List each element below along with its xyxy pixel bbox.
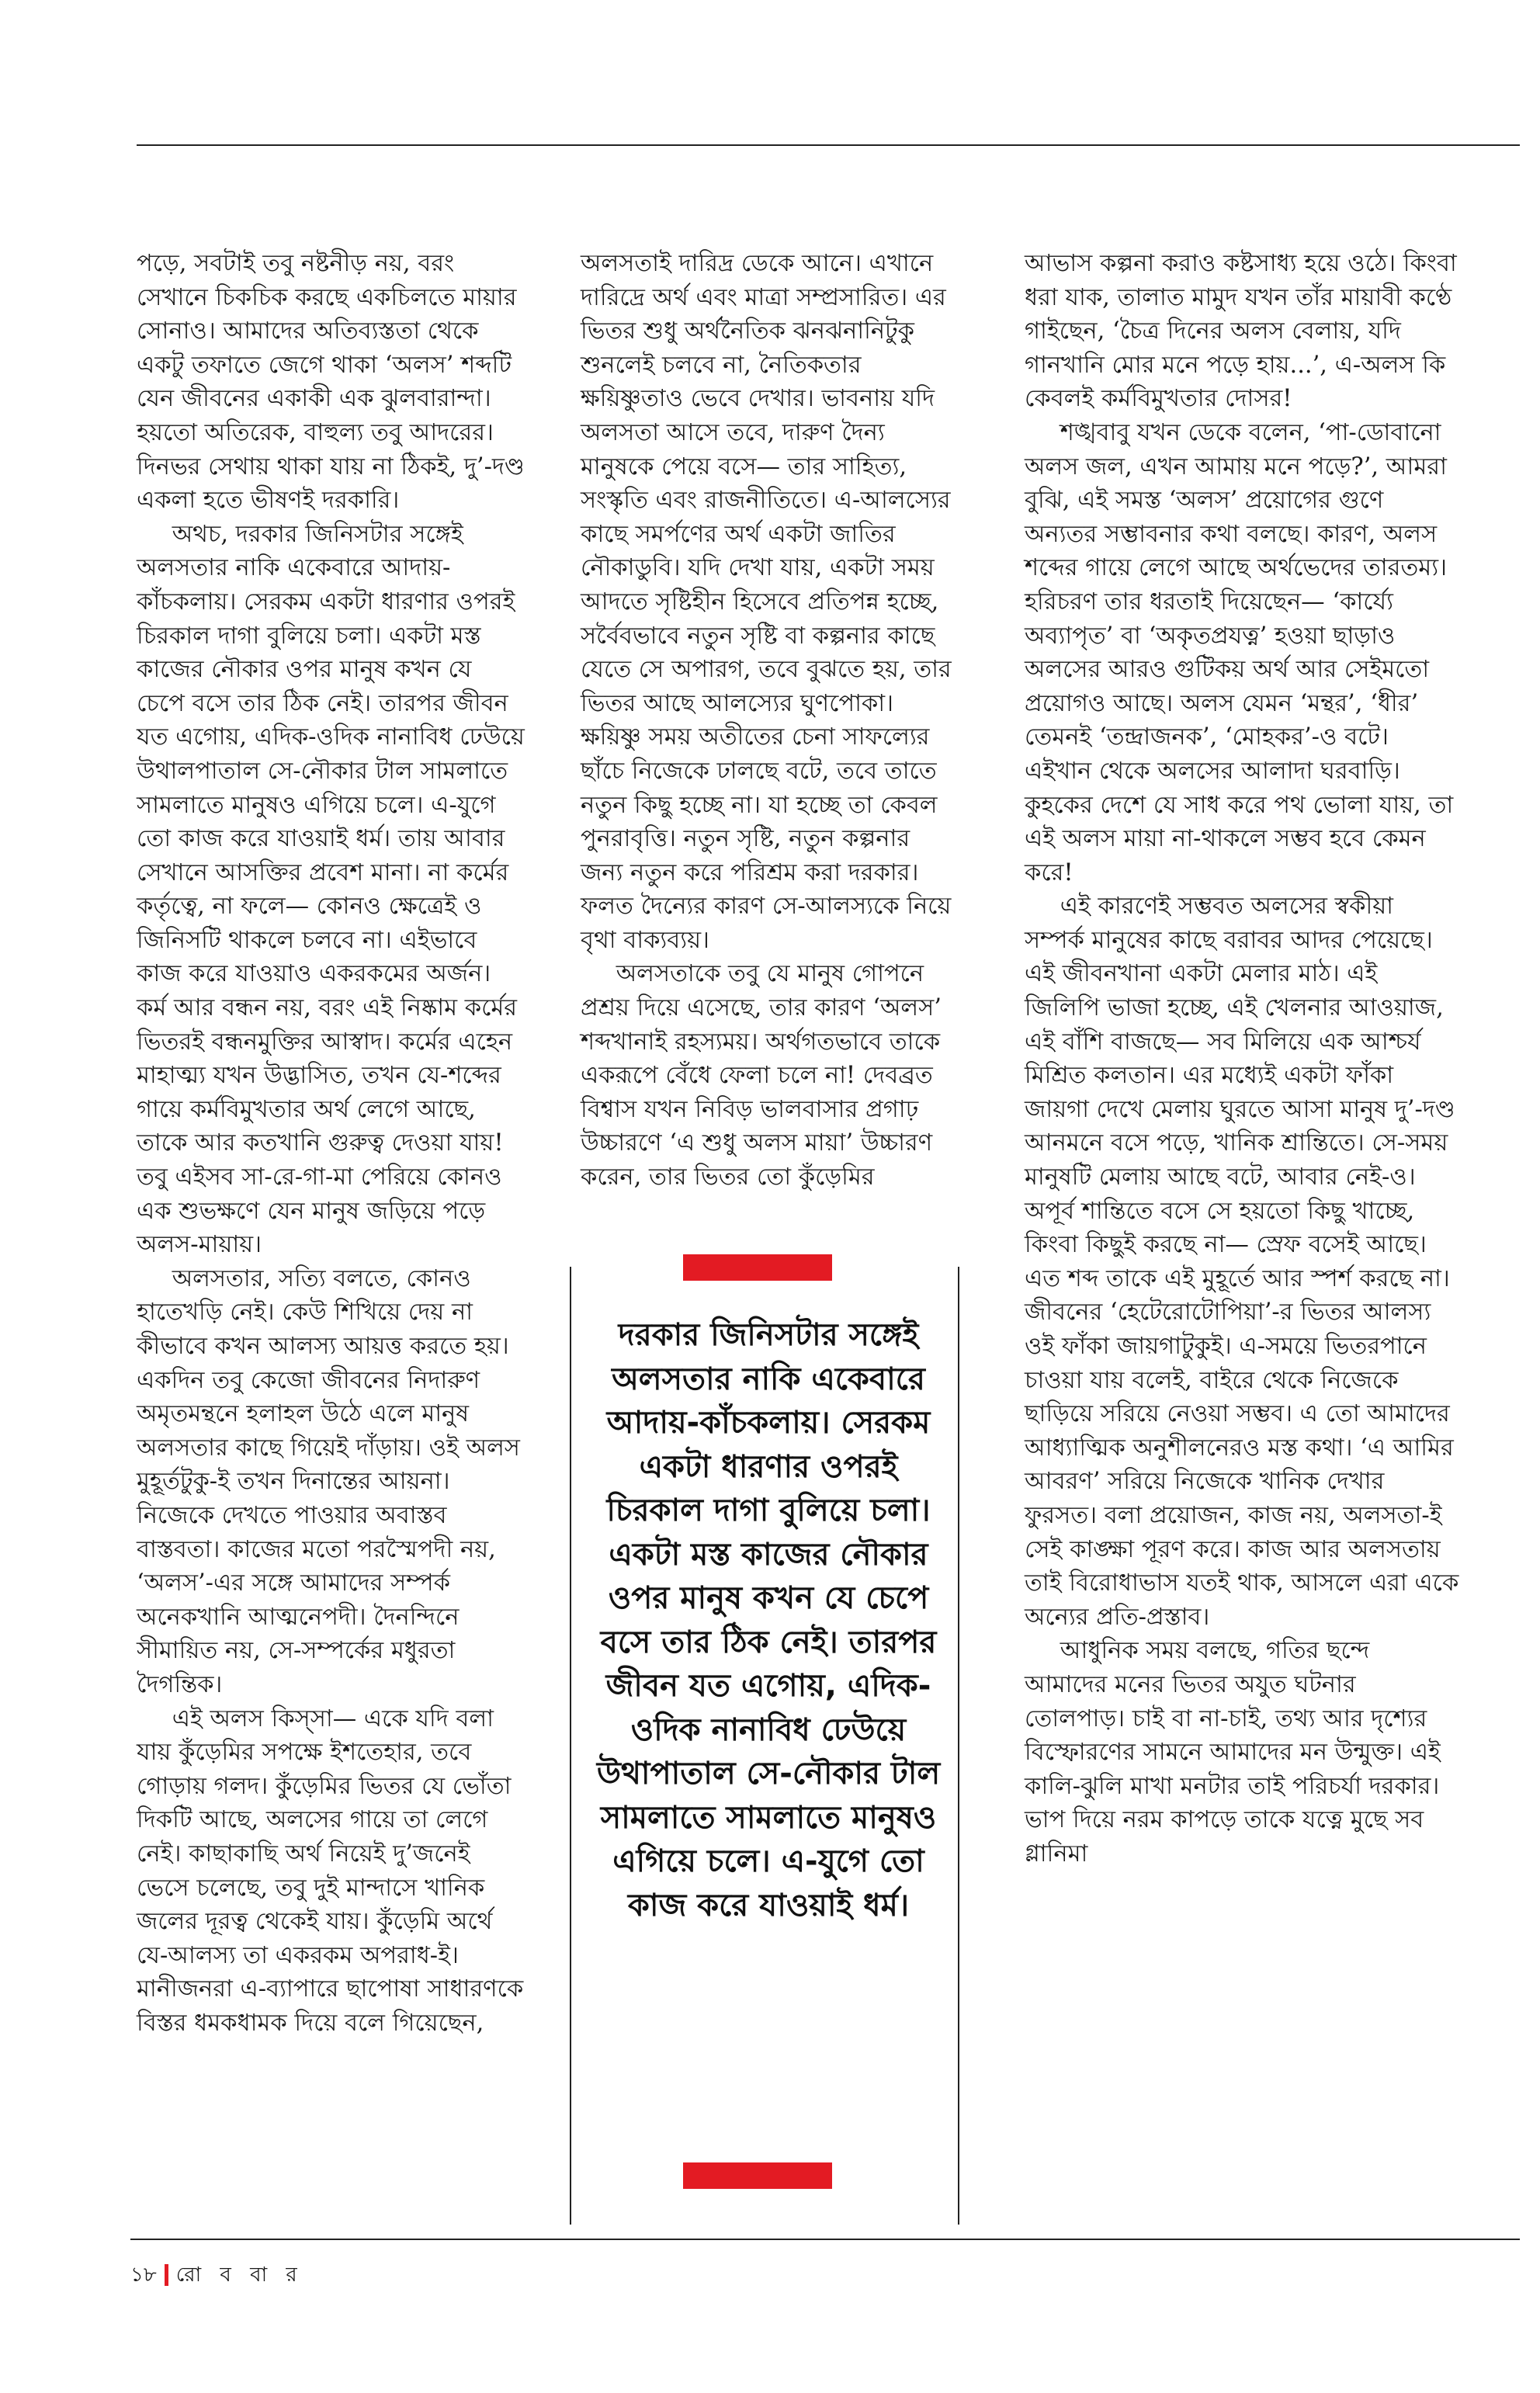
paragraph: অলসতাকে তবু যে মানুষ গোপনে প্রশ্রয় দিয়ে এসেছে, তার কারণ ‘অলস’ শব্দখানাই রহস্যময়। অর্থগতভাবে তাকে একরূপে বেঁধে ফেলা চলে না! দেবব্রত বিশ্বাস যখন নিবিড় ভালবাসার প্রগাঢ় উচ্চারণে ‘এ শুধু অলস মায়া’ উচ্চারণ করেন, তার ভিতর তো কুঁড়েমির — [581, 960, 942, 1191]
magazine-name: রো ব বা র — [175, 2263, 303, 2287]
paragraph: শঙ্খবাবু যখন ডেকে বলেন, ‘পা-ডোবানো অলস জল, এখন আমায় মনে পড়ে?’, আমরা বুঝি, এই সমস্ত ‘অলস’ প্রয়োগের গুণে অন্যতর সম্ভাবনার কথা বলছে। কারণ, অলস শব্দের গায়ে লেগে আছে অর্থভেদের তারতম্য। হরিচরণ তার ধরতাই দিয়েছেন— ‘কার্য্যে অব্যাপৃত’ বা ‘অকৃতপ্রযত্ন’ হওয়া ছাড়াও অলসের আরও গুটিকয় অর্থ আর সেইমতো প্রয়োগও আছে। অলস যেমন ‘মন্থর’, ‘ধীর’ তেমনই ‘তন্দ্রাজনক’, ‘মোহকর’-ও বটে। এইখান থেকে অলসের আলাদা ঘরবাড়ি। কুহকের দেশে যে সাধ করে পথ ভোলা যায়, তা এই অলস মায়া না-থাকলে সম্ভব হবে কেমন করে! — [1025, 418, 1454, 886]
folio-separator — [165, 2264, 168, 2286]
column-3 — [1025, 247, 1459, 1871]
pullquote-right-rule — [958, 1267, 959, 2225]
page-number: ১৮ — [130, 2263, 157, 2287]
paragraph: অলসতাই দারিদ্র ডেকে আনে। এখানে দারিদ্রে অর্থ এবং মাত্রা সম্প্রসারিত। এর ভিতর শুধু অর্থনৈতিক ঝনঝনানিটুকু শুনলেই চলবে না, নৈতিকতার ক্ষয়িষ্ণুতাও ভেবে দেখার। ভাবনায় যদি অলসতা আসে তবে, দারুণ দৈন্য মানুষকে পেয়ে বসে— তার সাহিত্য, সংস্কৃতি এবং রাজনীতিতে। এ-আলস্যের কাছে সমর্পণের অর্থ একটা জাতির নৌকাডুবি। যদি দেখা যায়, একটা সময় আদতে সৃষ্টিহীন হিসেবে প্রতিপন্ন হচ্ছে, সর্বৈবভাবে নতুন সৃষ্টি বা কল্পনার কাছে যেতে সে অপারগ, তবে বুঝতে হয়, তার ভিতর আছে আলস্যের ঘুণপোকা। ক্ষয়িষ্ণু সময় অতীতের চেনা সাফল্যের ছাঁচে নিজেকে ঢালছে বটে, তবে তাতে নতুন কিছু হচ্ছে না। যা হচ্ছে তা কেবল পুনরাবৃত্তি। নতুন সৃষ্টি, নতুন কল্পনার জন্য নতুন করে পরিশ্রম করা দরকার। ফলত দৈন্যের কারণ সে-আলস্যকে নিয়ে বৃথা বাক্যব্যয়। — [581, 250, 952, 954]
pullquote-top-bar — [683, 1254, 832, 1281]
paragraph: অথচ, দরকার জিনিসটার সঙ্গেই অলসতার নাকি একেবারে আদায়-কাঁচকলায়। সেরকম একটা ধারণার ওপরই চিরকাল দাগা বুলিয়ে চলা। একটা মস্ত কাজের নৌকার ওপর মানুষ কখন যে চেপে বসে তার ঠিক নেই। তারপর জীবন যত এগোয়, এদিক-ওদিক নানাবিধ ঢেউয়ে উথালপাতাল সে-নৌকার টাল সামলাতে সামলাতে মানুষও এগিয়ে চলে। এ-যুগে তো কাজ করে যাওয়াই ধর্ম। তায় আবার সেখানে আসক্তির প্রবেশ মানা। না কর্মের কর্তৃত্বে, না ফলে— কোনও ক্ষেত্রেই ও জিনিসটি থাকলে চলবে না। এইভাবে কাজ করে যাওয়াও একরকমের অর্জন। কর্ম আর বন্ধন নয়, বরং এই নিষ্কাম কর্মের ভিতরই বন্ধনমুক্তির আস্বাদ। কর্মের এহেন মাহাত্ম্য যখন উদ্ভাসিত, তখন যে-শব্দের গায়ে কর্মবিমুখতার অর্থ লেগে আছে, তাকে আর কতখানি গুরুত্ব দেওয়া যায়! তবু এইসব সা-রে-গা-মা পেরিয়ে কোনও এক শুভক্ষণে যেন মানুষ জড়িয়ে পড়ে অলস-মায়ায়। — [137, 520, 525, 1259]
paragraph: আধুনিক সময় বলছে, গতির ছন্দে আমাদের মনের ভিতর অযুত ঘটনার তোলপাড়। চাই বা না-চাই, তথ্য আর দৃশ্যের বিস্ফোরণের সামনে আমাদের মন উন্মুক্ত। এই কালি-ঝুলি মাখা মনটার তাই পরিচর্যা দরকার। ভাপ দিয়ে নরম কাপড়ে তাকে যত্নে মুছে সব গ্লানিমা — [1025, 1637, 1441, 1868]
paragraph: আভাস কল্পনা করাও কষ্টসাধ্য হয়ে ওঠে। কিংবা ধরা যাক, তালাত মামুদ যখন তাঁর মায়াবী কণ্ঠে গাইছেন, ‘চৈত্র দিনের অলস বেলায়, যদি গানখানি মোর মনে পড়ে হায়...’, এ-অলস কি কেবলই কর্মবিমুখতার দোসর! — [1025, 250, 1457, 413]
folio — [130, 2262, 303, 2288]
paragraph: এই কারণেই সম্ভবত অলসের স্বকীয়া সম্পর্ক মানুষের কাছে বরাবর আদর পেয়েছে। এই জীবনখানা একটা মেলার মাঠ। এই জিলিপি ভাজা হচ্ছে, এই খেলনার আওয়াজ, এই বাঁশি বাজছে— সব মিলিয়ে এক আশ্চর্য মিশ্রিত কলতান। এর মধ্যেই একটা ফাঁকা জায়গা দেখে মেলায় ঘুরতে আসা মানুষ দু’-দণ্ড আনমনে বসে পড়ে, খানিক শ্রান্তিতে। সে-সময় মানুষটি মেলায় আছে বটে, আবার নেই-ও। অপূর্ব শান্তিতে বসে সে হয়তো কিছু খাচ্ছে, কিংবা কিছুই করছে না— স্রেফ বসেই আছে। এত শব্দ তাকে এই মুহূর্তে আর স্পর্শ করছে না। জীবনের ‘হেটেরোটোপিয়া’-র ভিতর আলস্য ওই ফাঁকা জায়গাটুকুই। এ-সময়ে ভিতরপানে চাওয়া যায় বলেই, বাইরে থেকে নিজেকে ছাড়িয়ে সরিয়ে নেওয়া সম্ভব। এ তো আমাদের আধ্যাত্মিক অনুশীলনেরও মস্ত কথা। ‘এ আমির আবরণ’ সরিয়ে নিজেকে খানিক দেখার ফুরসত। বলা প্রয়োজন, কাজ নয়, অলসতা-ই সেই কাঙ্ক্ষা পূরণ করে। কাজ আর অলসতায় তাই বিরোধাভাস যতই থাক, আসলে এরা একে অন্যের প্রতি-প্রস্তাব। — [1025, 893, 1459, 1631]
paragraph: পড়ে, সবটাই তবু নষ্টনীড় নয়, বরং সেখানে চিকচিক করছে একচিলতে মায়ার সোনাও। আমাদের অতিব্যস্ততা থেকে একটু তফাতে জেগে থাকা ‘অলস’ শব্দটি যেন জীবনের একাকী এক ঝুলবারান্দা। হয়তো অতিরেক, বাহুল্য তবু আদরের। দিনভর সেথায় থাকা যায় না ঠিকই, দু’-দণ্ড একলা হতে ভীষণই দরকারি। — [137, 250, 525, 515]
pullquote-left-rule — [570, 1267, 571, 2225]
pullquote: দরকার জিনিসটার সঙ্গেই অলসতার নাকি একেবারে আদায়-কাঁচকলায়। সেরকম একটা ধারণার ওপরই চিরকাল দাগা বুলিয়ে চলা। একটা মস্ত কাজের নৌকার ওপর মানুষ কখন যে চেপে বসে তার ঠিক নেই। তারপর জীবন যত এগোয়, এদিক-ওদিক নানাবিধ ঢেউয়ে উথাপাতাল সে-নৌকার টাল সামলাতে সামলাতে মানুষও এগিয়ে চলে। এ-যুগে তো কাজ করে যাওয়াই ধর্ম। — [596, 1317, 941, 1923]
column-1 — [137, 247, 525, 2040]
paragraph: এই অলস কিস্‌সা— একে যদি বলা যায় কুঁড়েমির সপক্ষে ইশতেহার, তবে গোড়ায় গলদ। কুঁড়েমির ভিতর যে ভোঁতা দিকটি আছে, অলসের গায়ে তা লেগে নেই। কাছাকাছি অর্থ নিয়েই দু’জনেই ভেসে চলেছে, তবু দুই মান্দাসে খানিক জলের দূরত্ব থেকেই যায়। কুঁড়েমি অর্থে যে-আলস্য তা একরকম অপরাধ-ই। মানীজনরা এ-ব্যাপারে ছাপোষা সাধারণকে বিস্তর ধমকধামক দিয়ে বলে গিয়েছেন, — [137, 1705, 524, 2037]
paragraph: অলসতার, সত্যি বলতে, কোনও হাতেখড়ি নেই। কেউ শিখিয়ে দেয় না কীভাবে কখন আলস্য আয়ত্ত করতে হয়। একদিন তবু কেজো জীবনের নিদারুণ অমৃতমন্থনে হলাহল উঠে এলে মানুষ অলসতার কাছে গিয়েই দাঁড়ায়। ওই অলস মুহূর্তটুকু-ই তখন দিনান্তের আয়না। নিজেকে দেখতে পাওয়ার অবাস্তব বাস্তবতা। কাজের মতো পরস্মৈপদী নয়, ‘অলস’-এর সঙ্গে আমাদের সম্পর্ক অনেকখানি আত্মনেপদী। দৈনন্দিনে সীমায়িত নয়, সে-সম্পর্কের মধুরতা দৈগন্তিক। — [137, 1264, 520, 1698]
pullquote-bottom-bar — [683, 2162, 832, 2189]
top-rule — [137, 144, 1520, 146]
bottom-rule — [130, 2239, 1520, 2240]
column-2 — [581, 247, 953, 1195]
